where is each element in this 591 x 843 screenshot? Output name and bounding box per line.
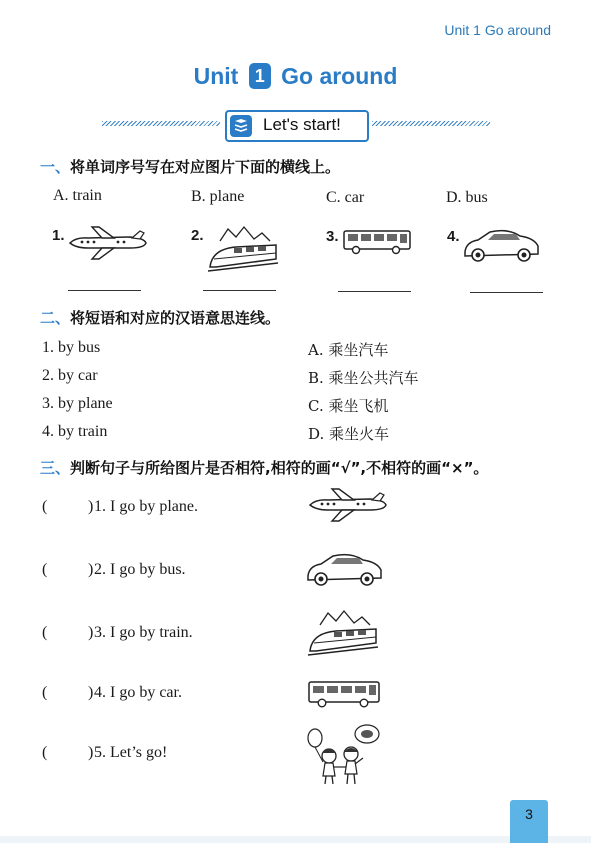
sentence-3: 3. I go by train. xyxy=(94,624,193,641)
bus-icon xyxy=(307,679,383,713)
book-icon xyxy=(230,115,252,137)
train-icon xyxy=(206,223,280,277)
train-icon xyxy=(306,607,380,661)
section1-number: 一、 xyxy=(40,158,71,176)
answer-paren-close[interactable]: ) xyxy=(88,498,94,515)
item-number: 4. xyxy=(447,228,460,245)
plane-icon xyxy=(306,487,388,527)
meaning-b[interactable]: B. 乘坐公共汽车 xyxy=(308,369,419,387)
unit-name: Go around xyxy=(281,63,398,89)
section3-heading xyxy=(40,457,488,478)
section3-instruction: 判断句子与所给图片是否相符,相符的画“√”,不相符的画“×”。 xyxy=(70,459,489,477)
answer-paren-close[interactable]: ) xyxy=(88,744,94,761)
car-icon xyxy=(462,226,540,270)
lets-start-banner xyxy=(225,110,369,142)
banner-hatch-left xyxy=(102,121,220,126)
option-c: C. car xyxy=(326,189,365,206)
unit-word: Unit xyxy=(193,63,239,89)
answer-blank-1[interactable] xyxy=(68,290,141,291)
section2-instruction: 将短语和对应的汉语意思连线。 xyxy=(70,309,281,327)
option-d: D. bus xyxy=(446,189,488,206)
sentence-4: 4. I go by car. xyxy=(94,684,182,701)
running-head: Unit 1 Go around xyxy=(444,22,551,38)
answer-blank-2[interactable] xyxy=(203,290,276,291)
section1-heading xyxy=(40,156,340,177)
kids-icon xyxy=(305,722,383,790)
bus-icon xyxy=(342,228,414,260)
page-number: 3 xyxy=(525,806,533,822)
answer-paren-open[interactable]: ( xyxy=(42,684,48,701)
answer-blank-4[interactable] xyxy=(470,292,543,293)
section1-instruction: 将单词序号写在对应图片下面的横线上。 xyxy=(70,158,341,176)
plane-icon xyxy=(66,225,148,265)
sentence-5: 5. Let’s go! xyxy=(94,744,168,761)
option-a: A. train xyxy=(53,187,102,204)
meaning-d[interactable]: D. 乘坐火车 xyxy=(308,425,390,443)
section3-number: 三、 xyxy=(40,459,71,477)
answer-paren-open[interactable]: ( xyxy=(42,561,48,578)
phrase-3[interactable]: 3. by plane xyxy=(42,395,113,412)
unit-title xyxy=(0,63,591,90)
phrase-2[interactable]: 2. by car xyxy=(42,367,98,384)
item-number: 2. xyxy=(191,227,204,244)
sentence-2: 2. I go by bus. xyxy=(94,561,186,578)
section2-heading xyxy=(40,307,280,328)
phrase-4[interactable]: 4. by train xyxy=(42,423,108,440)
car-icon xyxy=(305,550,383,594)
phrase-1[interactable]: 1. by bus xyxy=(42,339,101,356)
meaning-a[interactable]: A. 乘坐汽车 xyxy=(308,341,389,359)
banner-hatch-right xyxy=(372,121,490,126)
answer-paren-close[interactable]: ) xyxy=(88,624,94,641)
item-number: 1. xyxy=(52,227,65,244)
page-number-tab xyxy=(510,800,548,843)
answer-paren-close[interactable]: ) xyxy=(88,684,94,701)
answer-paren-open[interactable]: ( xyxy=(42,498,48,515)
answer-paren-close[interactable]: ) xyxy=(88,561,94,578)
item-number: 3. xyxy=(326,228,339,245)
meaning-c[interactable]: C. 乘坐飞机 xyxy=(308,397,389,415)
section2-number: 二、 xyxy=(40,309,71,327)
answer-blank-3[interactable] xyxy=(338,291,411,292)
unit-number-badge: 1 xyxy=(249,63,271,89)
sentence-1: 1. I go by plane. xyxy=(94,498,198,515)
lets-start-label: Let's start! xyxy=(263,115,341,134)
bottom-strip xyxy=(0,836,591,843)
answer-paren-open[interactable]: ( xyxy=(42,624,48,641)
option-b: B. plane xyxy=(191,188,245,205)
answer-paren-open[interactable]: ( xyxy=(42,744,48,761)
